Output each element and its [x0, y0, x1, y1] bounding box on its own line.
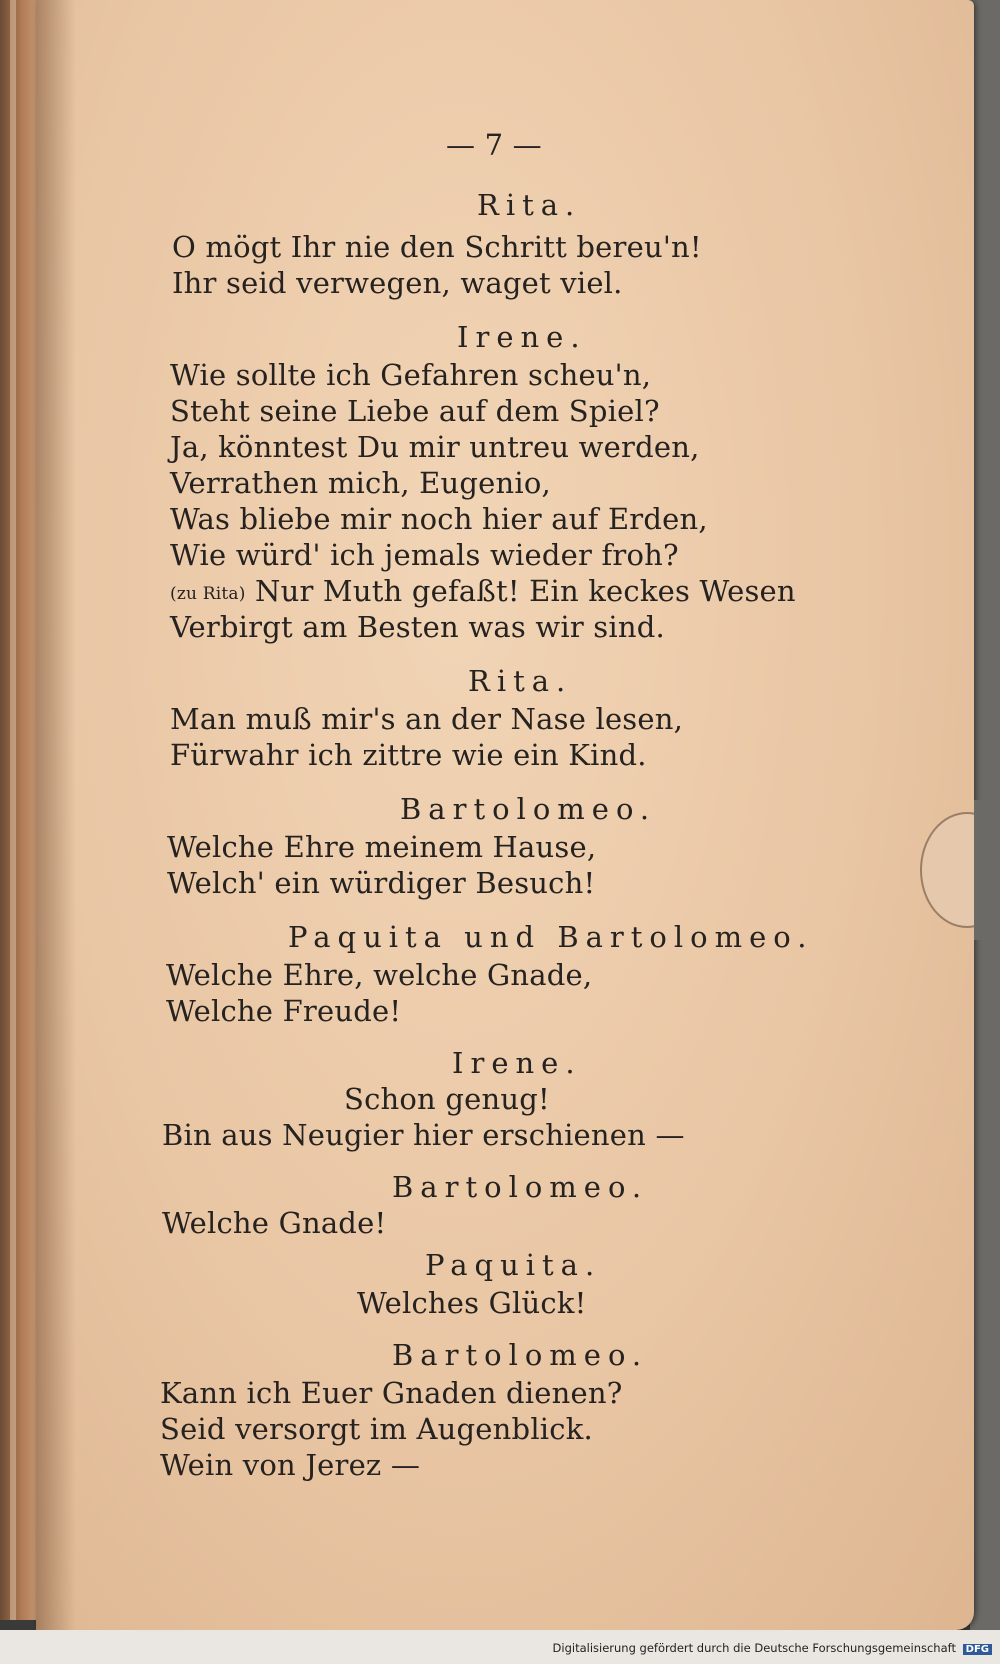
verse-line: Bin aus Neugier hier erschienen — — [162, 1118, 685, 1152]
verse-line: Man muß mir's an der Nase lesen, — [170, 702, 684, 736]
verse-line: Was bliebe mir noch hier auf Erden, — [170, 502, 708, 536]
digitization-credit — [553, 1641, 992, 1655]
verse-line: Kann ich Euer Gnaden dienen? — [160, 1376, 623, 1410]
speaker-name: Paquita und Bartolomeo. — [288, 920, 814, 954]
speaker-name: Irene. — [452, 1046, 582, 1080]
verse-line: Wein von Jerez — — [160, 1448, 421, 1482]
speaker-name: Paquita. — [425, 1248, 602, 1282]
verse-line: Verbirgt am Besten was wir sind. — [170, 610, 665, 644]
verse-line: Seid versorgt im Augenblick. — [160, 1412, 593, 1446]
verse-line: Welche Ehre, welche Gnade, — [166, 958, 593, 992]
verse-line: Welche Gnade! — [162, 1206, 387, 1240]
verse-line: Ja, könntest Du mir untreu werden, — [170, 430, 700, 464]
stage-direction: (zu Rita) — [170, 584, 246, 604]
dfg-logo: DFG — [963, 1644, 992, 1655]
verse-line: Wie sollte ich Gefahren scheu'n, — [170, 358, 652, 392]
speaker-name: Bartolomeo. — [400, 792, 657, 826]
speaker-name: Rita. — [468, 664, 573, 698]
verse-line: Welche Freude! — [166, 994, 402, 1028]
speaker-name: Rita. — [477, 188, 582, 222]
verse-text: Nur Muth gefaßt! Ein keckes Wesen — [255, 574, 796, 608]
page-number: — 7 — — [446, 128, 542, 162]
speaker-name: Bartolomeo. — [392, 1338, 649, 1372]
verse-line: Steht seine Liebe auf dem Spiel? — [170, 394, 660, 428]
verse-line: Wie würd' ich jemals wieder froh? — [170, 538, 679, 572]
verse-line: Welch' ein würdiger Besuch! — [167, 866, 596, 900]
verse-line-with-direction — [170, 574, 796, 608]
verse-line: Ihr seid verwegen, waget viel. — [172, 266, 623, 300]
verse-line: Welche Ehre meinem Hause, — [167, 830, 597, 864]
verse-line: Schon genug! — [344, 1082, 550, 1116]
gutter-shadow — [36, 0, 76, 1630]
speaker-name: Irene. — [457, 320, 587, 354]
credit-text: Digitalisierung gefördert durch die Deutsche Forschungsgemeinschaft — [552, 1641, 956, 1655]
verse-line: Welches Glück! — [357, 1286, 587, 1320]
speaker-name: Bartolomeo. — [392, 1170, 649, 1204]
page-stack-edge — [10, 0, 16, 1620]
verse-line: Verrathen mich, Eugenio, — [170, 466, 551, 500]
verse-line: O mögt Ihr nie den Schritt bereu'n! — [172, 230, 702, 264]
verse-line: Fürwahr ich zittre wie ein Kind. — [170, 738, 647, 772]
